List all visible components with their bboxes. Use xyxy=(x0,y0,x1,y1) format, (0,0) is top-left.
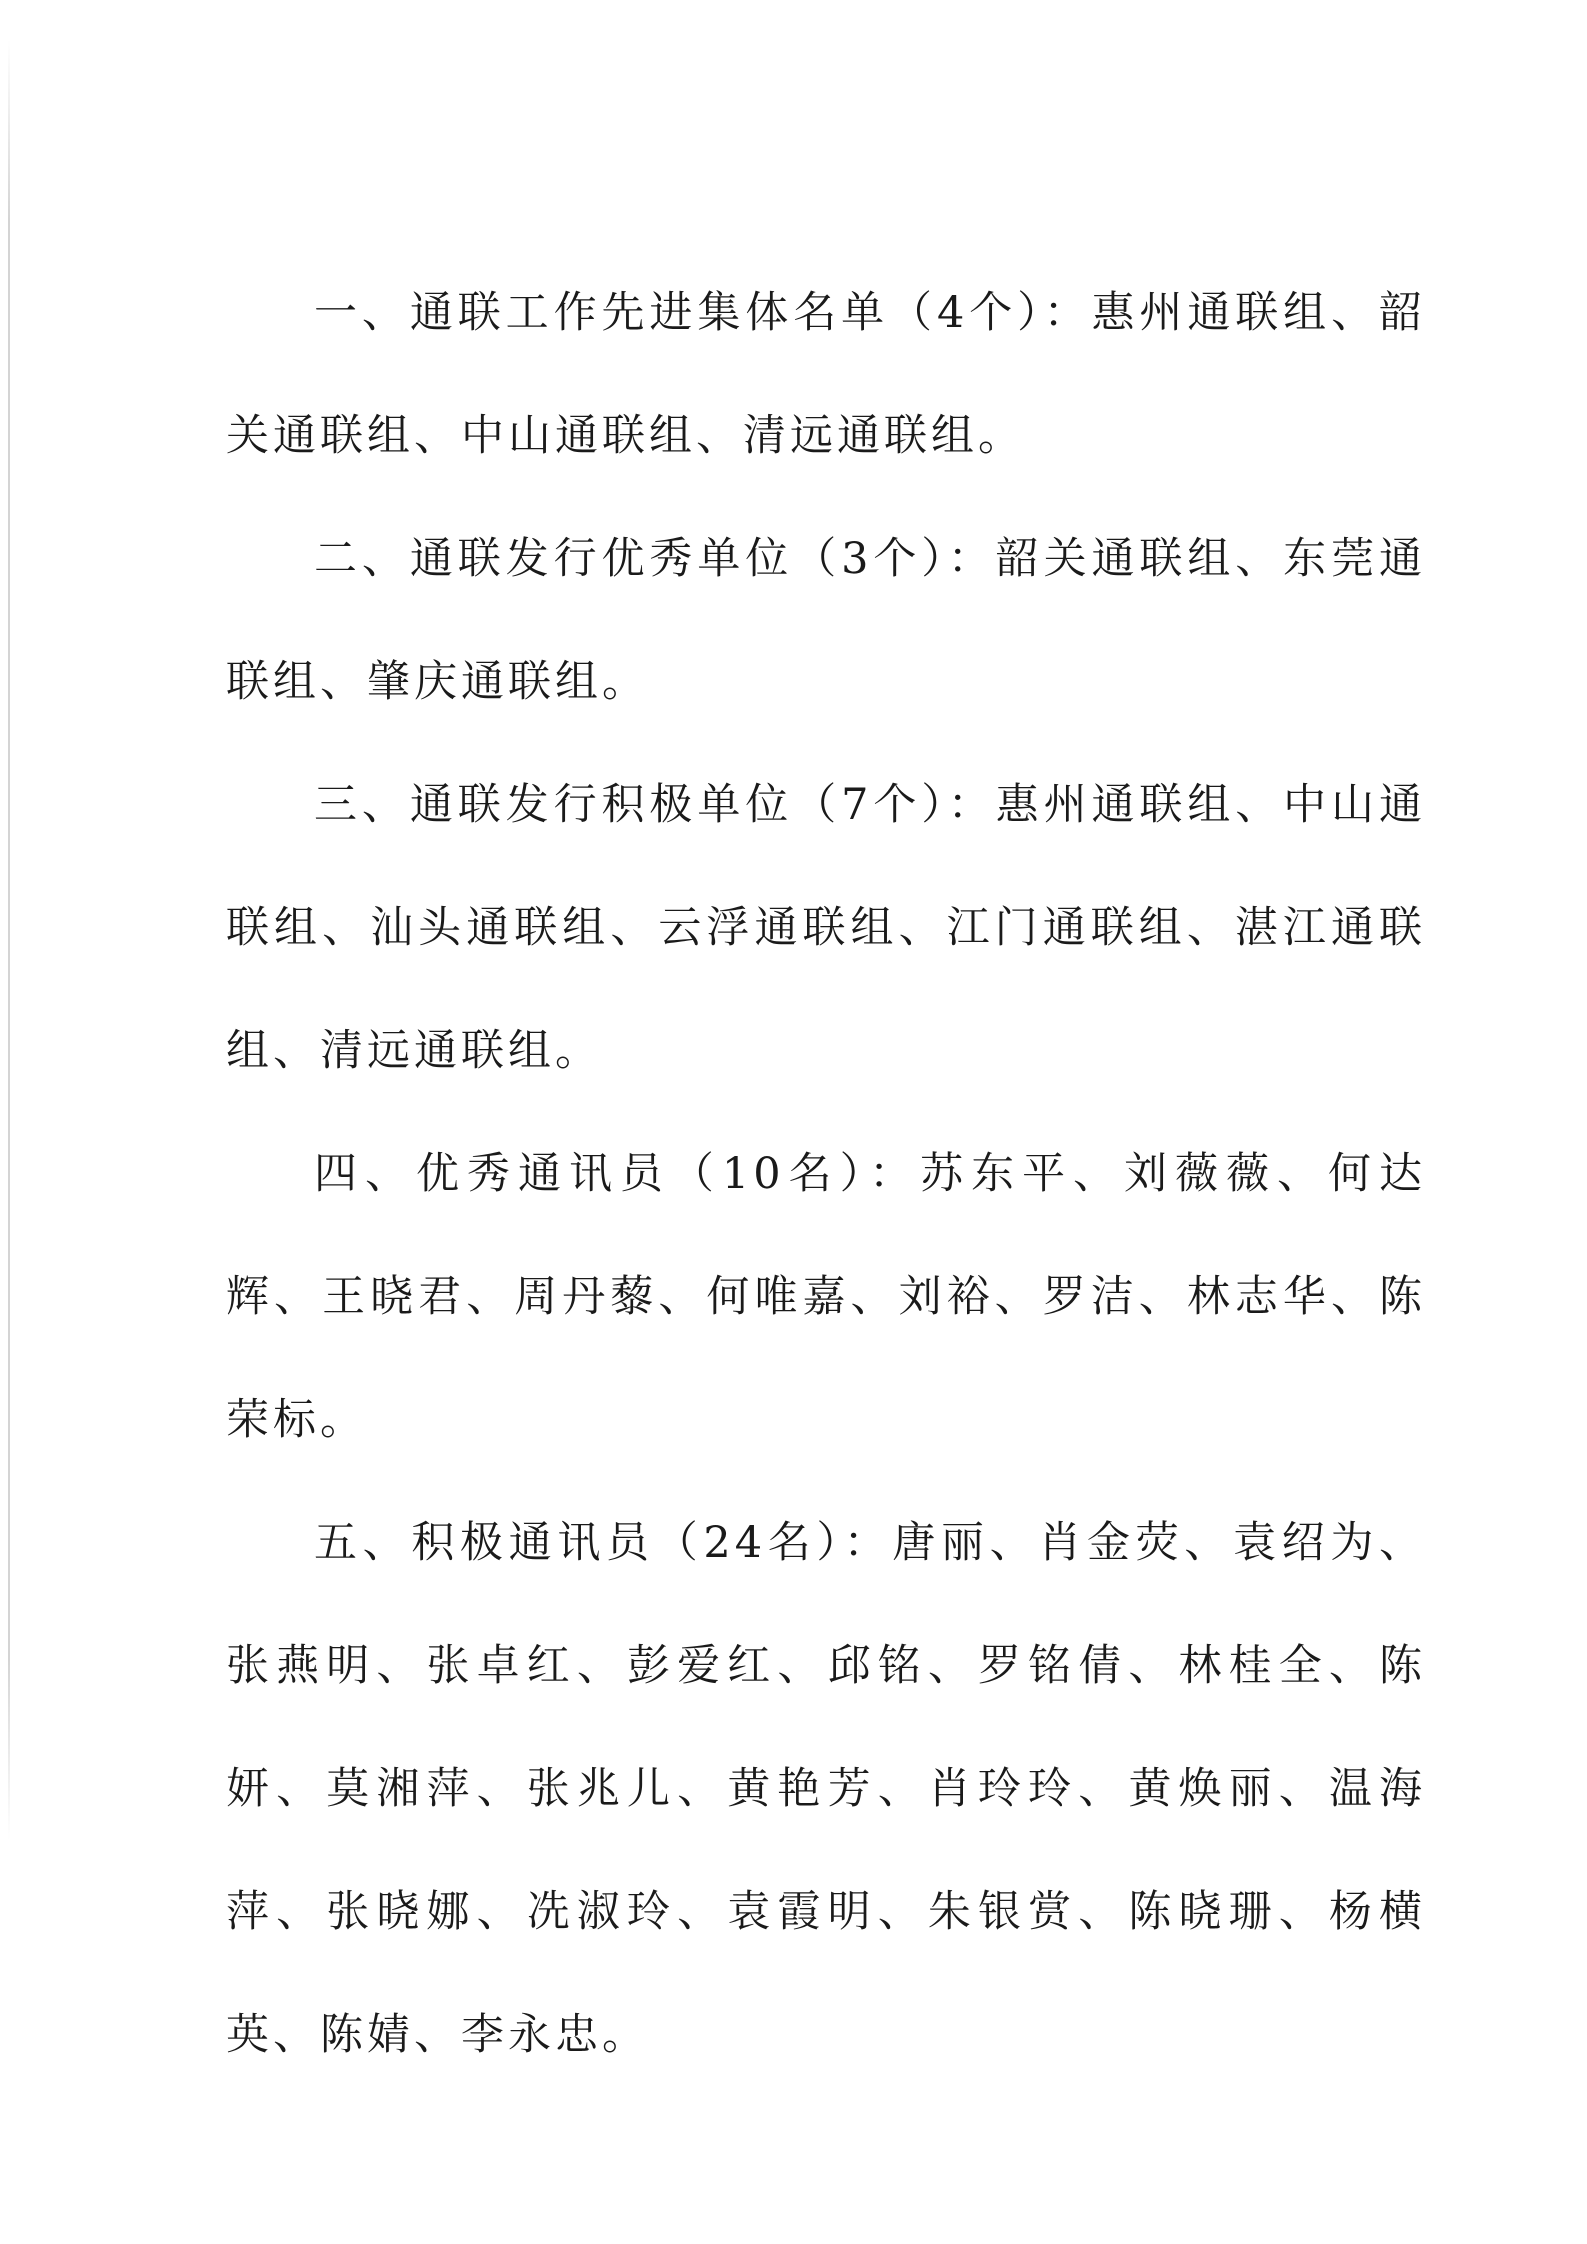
paragraph-advanced-collectives: 一、通联工作先进集体名单（4个）：惠州通联组、韶关通联组、中山通联组、清远通联组。 xyxy=(226,288,1426,461)
paragraph-excellent-correspondents: 四、优秀通讯员（10名）：苏东平、刘薇薇、何达辉、王晓君、周丹藜、何唯嘉、刘裕、罗洁、林志华、陈荣标。 xyxy=(226,1149,1426,1445)
paragraph-excellent-units: 二、通联发行优秀单位（3个）：韶关通联组、东莞通联组、肇庆通联组。 xyxy=(226,534,1426,707)
paragraph-active-correspondents: 五、积极通讯员（24名）：唐丽、肖金荧、袁绍为、张燕明、张卓红、彭爱红、邱铭、罗铭倩、林桂全、陈妍、莫湘萍、张兆儿、黄艳芳、肖玲玲、黄焕丽、温海萍、张晓娜、冼淑玲、袁霞明、朱银赏、陈晓珊、杨横英、陈婧、李永忠。 xyxy=(226,1518,1426,2060)
paragraph-active-units: 三、通联发行积极单位（7个）：惠州通联组、中山通联组、汕头通联组、云浮通联组、江门通联组、湛江通联组、清远通联组。 xyxy=(226,780,1426,1076)
document-body xyxy=(226,252,1426,2097)
scan-edge-shadow xyxy=(8,40,10,1840)
